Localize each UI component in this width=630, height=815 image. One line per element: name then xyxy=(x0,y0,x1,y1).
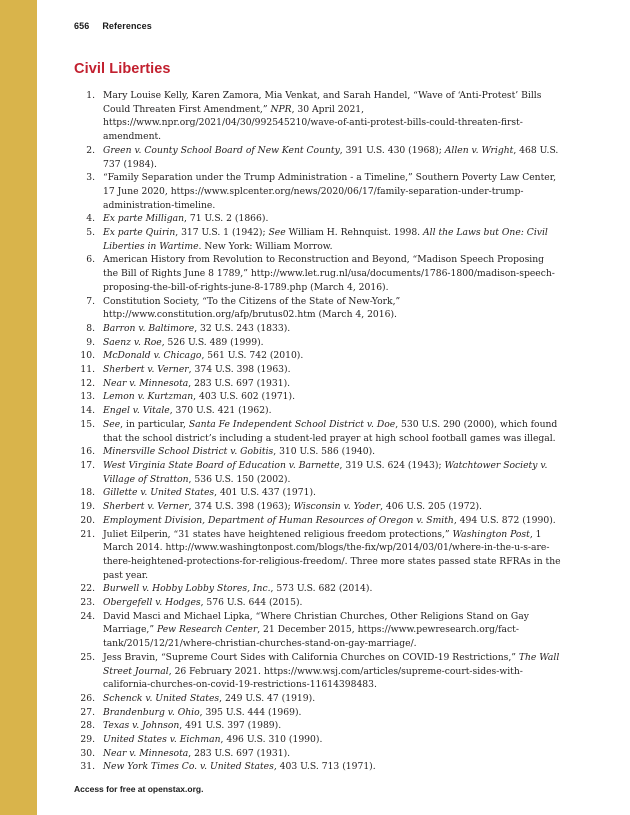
reference-number: 19. xyxy=(80,501,95,513)
reference-item xyxy=(74,706,561,720)
reference-text: American History from Revolution to Reconstruction and Beyond, “Madison Speech Proposing the Bill of Rights June 8 1789,” http://www.let.rug.nl/usa/documents/1786-1800/madison-speech-proposing-the-bill-of-rights-june-8-1789.php (March 4, 2016). xyxy=(103,254,555,293)
reference-item xyxy=(74,377,561,391)
reference-item xyxy=(74,89,561,144)
footer-text: Access for free at openstax.org. xyxy=(74,784,204,794)
reference-number: 28. xyxy=(80,720,95,732)
reference-number: 12. xyxy=(80,377,95,389)
reference-item xyxy=(74,445,561,459)
reference-number: 23. xyxy=(80,597,95,609)
reference-text: Minersville School District v. Gobitis, 310 U.S. 586 (1940). xyxy=(103,446,376,458)
reference-number: 27. xyxy=(80,706,95,718)
reference-item xyxy=(74,253,561,294)
reference-item xyxy=(74,582,561,596)
reference-item xyxy=(74,144,561,171)
reference-item xyxy=(74,760,561,774)
reference-text: Green v. County School Board of New Kent County, 391 U.S. 430 (1968); Allen v. Wright, 468 U.S. 737 (1984). xyxy=(103,144,559,170)
reference-number: 13. xyxy=(80,391,95,403)
reference-number: 10. xyxy=(80,350,95,362)
reference-item xyxy=(74,459,561,486)
reference-text: United States v. Eichman, 496 U.S. 310 (1990). xyxy=(103,734,323,746)
reference-number: 18. xyxy=(80,487,95,499)
reference-number: 25. xyxy=(80,651,95,663)
reference-text: Near v. Minnesota, 283 U.S. 697 (1931). xyxy=(103,377,291,389)
reference-text: Saenz v. Roe, 526 U.S. 489 (1999). xyxy=(103,336,264,348)
reference-number: 4. xyxy=(86,213,95,225)
reference-text: Ex parte Milligan, 71 U.S. 2 (1866). xyxy=(103,213,269,225)
page-content xyxy=(74,0,561,774)
reference-number: 21. xyxy=(80,528,95,540)
reference-number: 1. xyxy=(86,90,95,101)
reference-text: Schenck v. United States, 249 U.S. 47 (1919). xyxy=(103,692,316,704)
reference-number: 22. xyxy=(80,583,95,595)
reference-item xyxy=(74,295,561,322)
reference-item xyxy=(74,349,561,363)
reference-number: 11. xyxy=(80,364,95,376)
reference-number: 8. xyxy=(86,322,95,334)
reference-text: Juliet Eilperin, “31 states have heightened religious freedom protections,” Washington Post, 1 March 2014. http://www.washingtonpost.com/blogs/the-fix/wp/2014/03/01/where-in-the-u-s-are-there-heightened-protections-for-religious-freedom/. Three more states passed state RFRAs in the past year. xyxy=(103,528,561,581)
reference-text: Sherbert v. Verner, 374 U.S. 398 (1963). xyxy=(103,364,291,376)
reference-item xyxy=(74,500,561,514)
reference-item xyxy=(74,171,561,212)
reference-item xyxy=(74,226,561,253)
reference-number: 17. xyxy=(80,459,95,471)
reference-number: 16. xyxy=(80,446,95,458)
page-number: 656 xyxy=(74,21,90,31)
reference-number: 9. xyxy=(86,336,95,348)
running-head xyxy=(74,0,561,31)
reference-item xyxy=(74,212,561,226)
reference-number: 20. xyxy=(80,514,95,526)
reference-text: Gillette v. United States, 401 U.S. 437 (1971). xyxy=(103,487,316,499)
reference-text: Constitution Society, “To the Citizens of the State of New-York,” http://www.constitution.org/afp/brutus02.htm (March 4, 2016). xyxy=(103,295,401,321)
reference-text: David Masci and Michael Lipka, “Where Christian Churches, Other Religions Stand on Gay Marriage,” Pew Research Center, 21 December 2015, https://www.pewresearch.org/fact-tank/2015/12/21/where-christian-churches-stand-on-gay-marriage/. xyxy=(103,610,529,650)
reference-text: Sherbert v. Verner, 374 U.S. 398 (1963); Wisconsin v. Yoder, 406 U.S. 205 (1972). xyxy=(103,501,482,513)
section-title: Civil Liberties xyxy=(74,61,171,77)
reference-text: West Virginia State Board of Education v. Barnette, 319 U.S. 624 (1943); Watchtower Society v. Village of Stratton, 536 U.S. 150 (2002). xyxy=(103,459,548,485)
reference-number: 15. xyxy=(80,418,95,430)
reference-item xyxy=(74,733,561,747)
reference-number: 31. xyxy=(80,761,95,773)
reference-text: Obergefell v. Hodges, 576 U.S. 644 (2015). xyxy=(103,597,303,609)
reference-item xyxy=(74,322,561,336)
reference-text: Mary Louise Kelly, Karen Zamora, Mia Venkat, and Sarah Handel, “Wave of ‘Anti-Protest’ Bills Could Threaten First Amendment,” NPR, 30 April 2021, https://www.npr.org/2021/04/30/992545210/wave-of-anti-protest-bills-could-threaten-first-amendment. xyxy=(103,90,542,143)
reference-item xyxy=(74,651,561,692)
reference-item xyxy=(74,596,561,610)
reference-number: 26. xyxy=(80,692,95,704)
reference-text: Brandenburg v. Ohio, 395 U.S. 444 (1969). xyxy=(103,706,302,718)
reference-number: 2. xyxy=(86,144,95,156)
reference-number: 14. xyxy=(80,405,95,417)
reference-text: Burwell v. Hobby Lobby Stores, Inc., 573 U.S. 682 (2014). xyxy=(103,583,373,595)
reference-number: 6. xyxy=(86,254,95,266)
reference-item xyxy=(74,390,561,404)
reference-item xyxy=(74,404,561,418)
reference-item xyxy=(74,418,561,445)
reference-number: 5. xyxy=(86,227,95,239)
reference-text: See, in particular, Santa Fe Independent School District v. Doe, 530 U.S. 290 (2000), which found that the school district’s including a student-led prayer at high school football games was illegal. xyxy=(103,418,558,444)
reference-item xyxy=(74,747,561,761)
reference-number: 24. xyxy=(80,610,95,622)
reference-text: Ex parte Quirin, 317 U.S. 1 (1942); See William H. Rehnquist. 1998. All the Laws but One: Civil Liberties in Wartime. New York: William Morrow. xyxy=(103,227,548,252)
reference-item xyxy=(74,363,561,377)
reference-item xyxy=(74,486,561,500)
left-accent-bar xyxy=(0,0,37,815)
reference-item xyxy=(74,719,561,733)
reference-number: 30. xyxy=(80,747,95,759)
reference-text: New York Times Co. v. United States, 403 U.S. 713 (1971). xyxy=(103,761,376,773)
reference-item xyxy=(74,336,561,350)
reference-text: McDonald v. Chicago, 561 U.S. 742 (2010). xyxy=(103,350,304,362)
reference-item xyxy=(74,528,561,583)
reference-text: Texas v. Johnson, 491 U.S. 397 (1989). xyxy=(103,720,282,732)
reference-text: “Family Separation under the Trump Administration - a Timeline,” Southern Poverty Law Center, 17 June 2020, https://www.splcenter.org/news/2020/06/17/family-separation-under-trump-administration-timeline. xyxy=(103,172,557,211)
reference-text: Lemon v. Kurtzman, 403 U.S. 602 (1971). xyxy=(103,391,296,403)
reference-number: 3. xyxy=(86,172,95,184)
reference-text: Jess Bravin, “Supreme Court Sides with California Churches on COVID-19 Restrictions,” The Wall Street Journal, 26 February 2021. https://www.wsj.com/articles/supreme-court-sides-with-california-churches-on-covid-19-restrictions-11614398483. xyxy=(103,651,560,691)
reference-text: Engel v. Vitale, 370 U.S. 421 (1962). xyxy=(103,405,272,417)
references-list xyxy=(74,89,561,774)
reference-number: 7. xyxy=(86,295,95,307)
reference-text: Employment Division, Department of Human Resources of Oregon v. Smith, 494 U.S. 872 (1990). xyxy=(103,514,556,526)
reference-item xyxy=(74,692,561,706)
running-head-title: References xyxy=(102,21,152,31)
reference-item xyxy=(74,610,561,651)
reference-number: 29. xyxy=(80,734,95,746)
reference-item xyxy=(74,514,561,528)
reference-text: Barron v. Baltimore, 32 U.S. 243 (1833). xyxy=(103,322,291,334)
reference-text: Near v. Minnesota, 283 U.S. 697 (1931). xyxy=(103,747,291,759)
